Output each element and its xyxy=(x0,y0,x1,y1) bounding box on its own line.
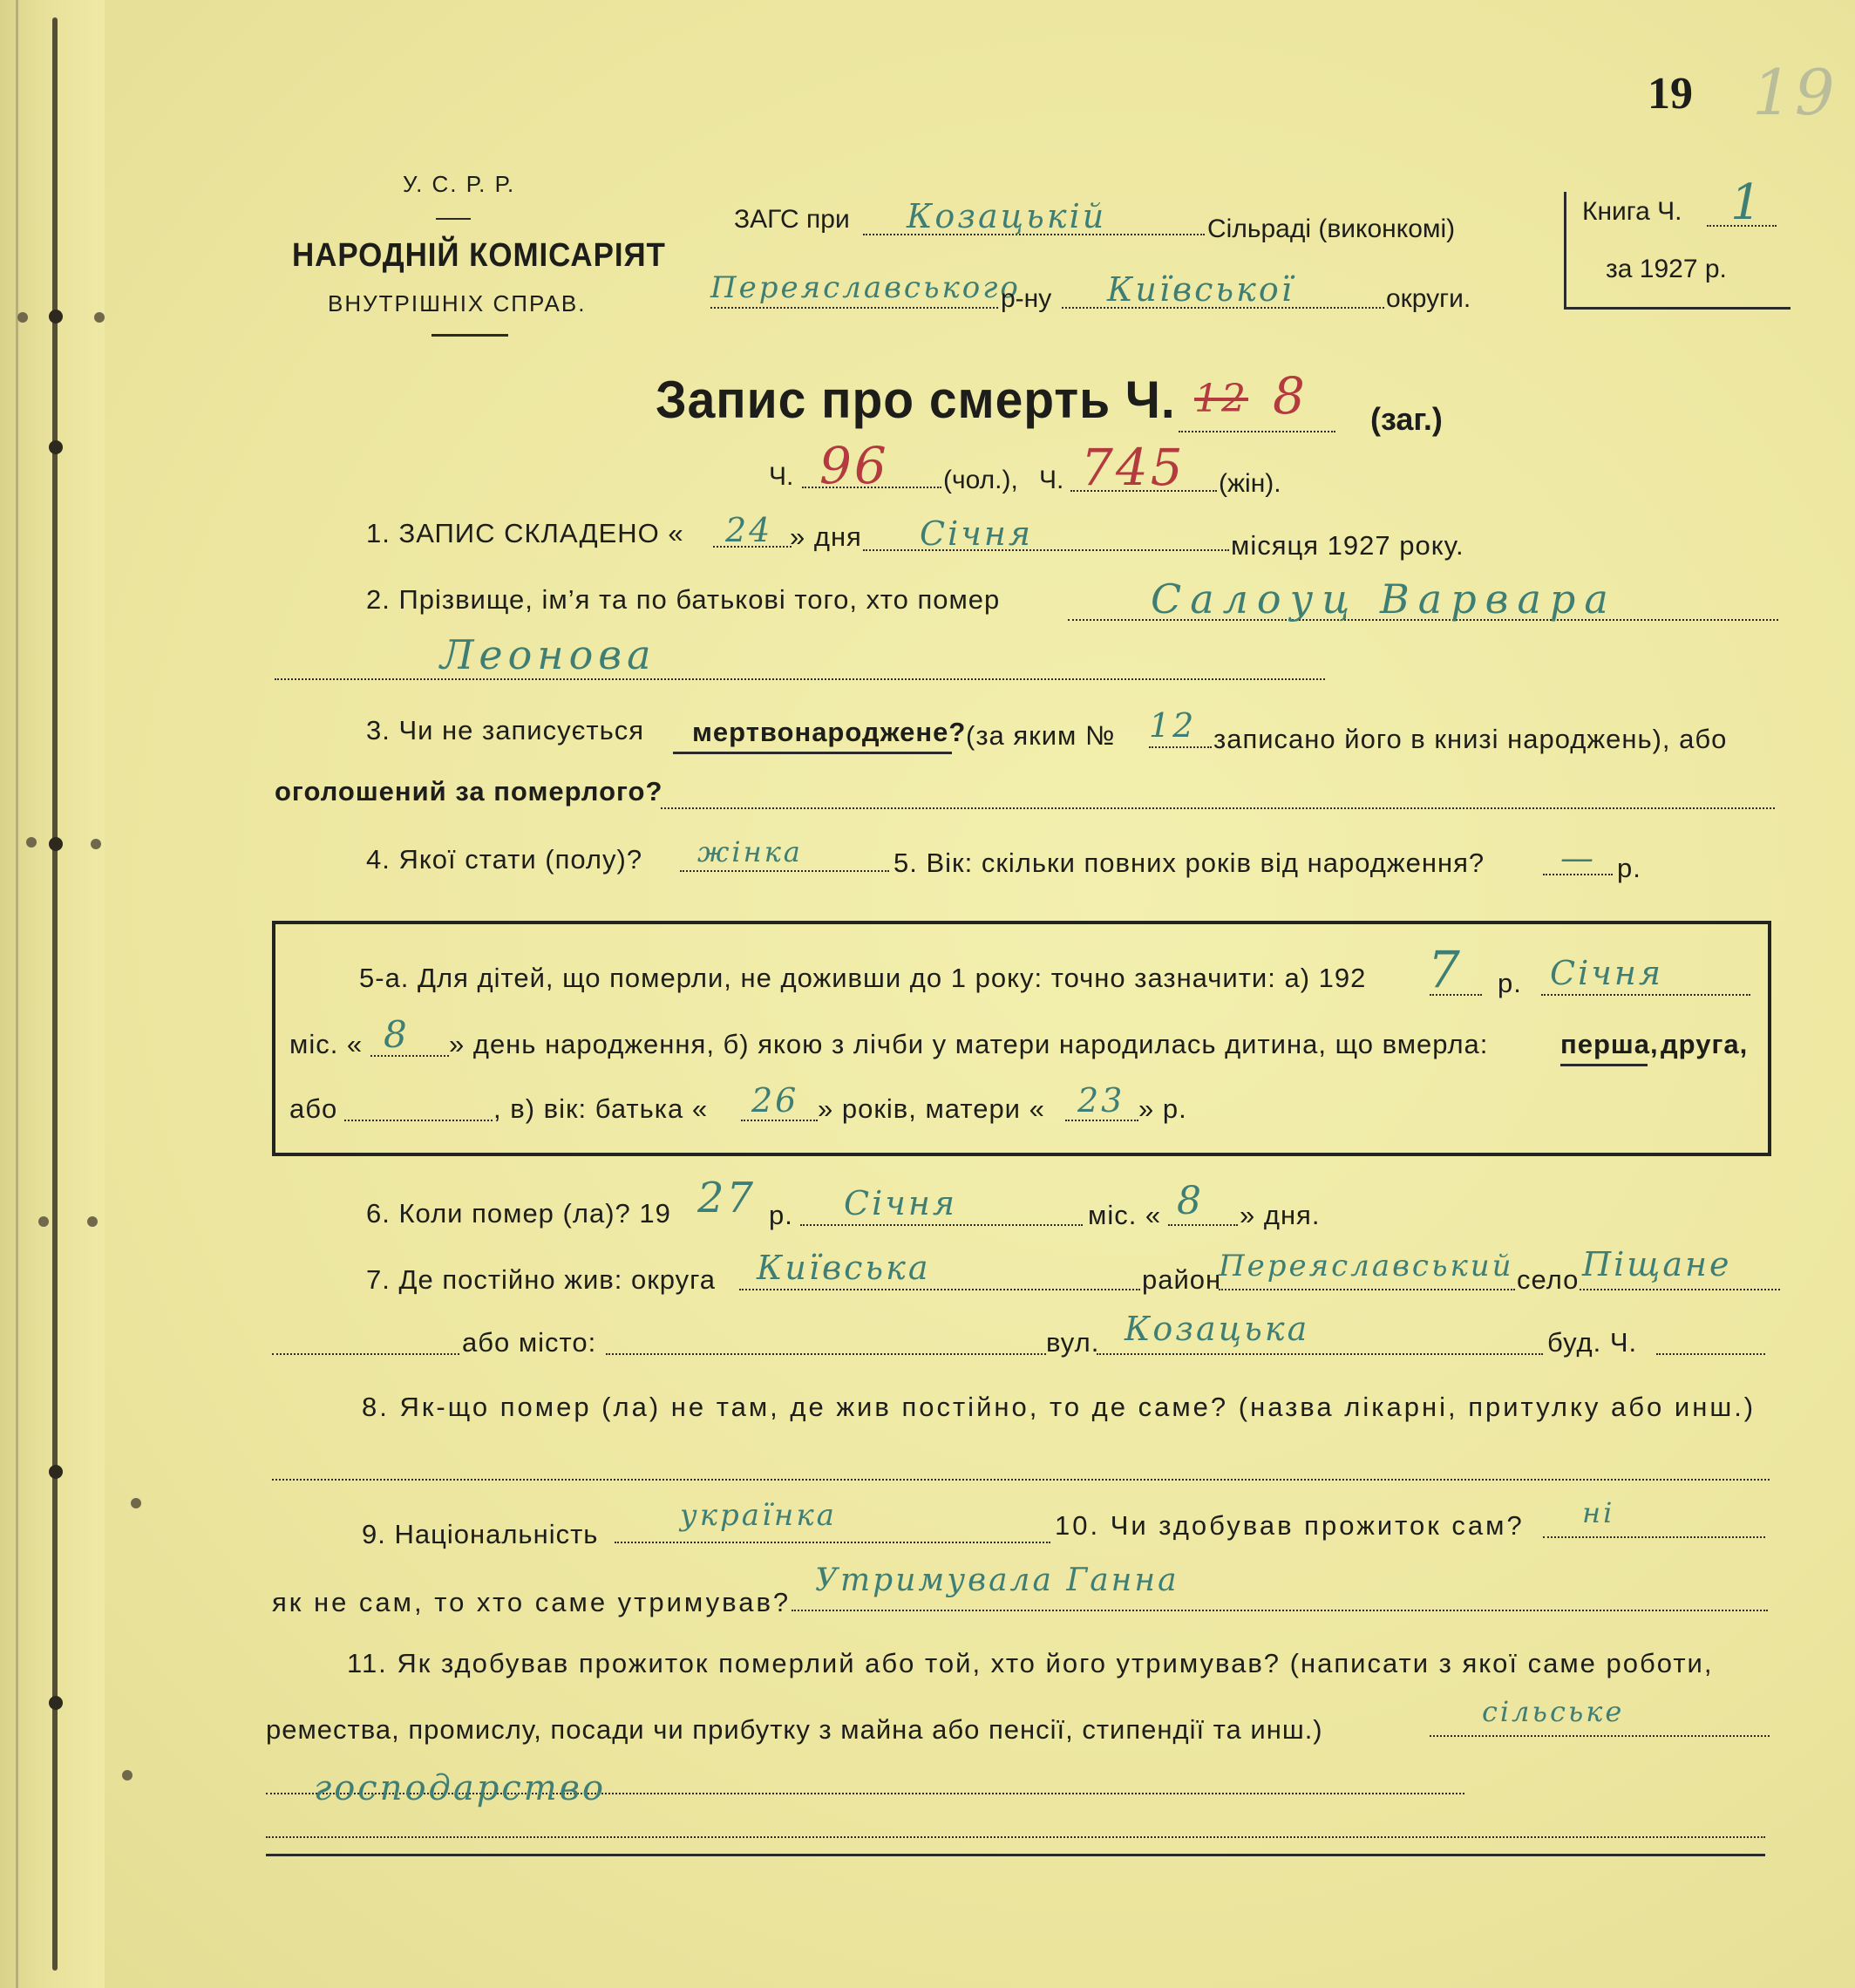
f10-value: ні xyxy=(1582,1496,1615,1529)
f5a-years-mother: » років, матери « xyxy=(818,1093,1045,1124)
record-number-line xyxy=(1179,431,1335,432)
f5-value: — xyxy=(1560,839,1596,877)
f4-label: 4. Якої стати (полу)? xyxy=(366,844,643,875)
f5a-second: друга, xyxy=(1661,1029,1749,1059)
f11-value-2: господарство xyxy=(314,1768,607,1808)
selrada-label: Сільраді (виконкомі) xyxy=(1207,214,1456,243)
f5a-month-line xyxy=(1541,994,1750,996)
punch-hole xyxy=(87,1216,98,1227)
f5a-day: 8 xyxy=(384,1013,410,1056)
divider xyxy=(431,334,508,337)
f7-raion-line xyxy=(1219,1289,1515,1290)
book-box-border xyxy=(1564,192,1566,307)
f7-label: 7. Де постійно жив: округа xyxy=(366,1264,717,1295)
record-title: Запис про смерть Ч. xyxy=(656,371,1176,429)
f3-line xyxy=(661,807,1775,809)
female-label: (жін). xyxy=(1219,469,1281,498)
f6-end: » дня. xyxy=(1240,1200,1321,1230)
f4-line xyxy=(680,870,889,872)
f5a-abo: або xyxy=(289,1093,338,1124)
department-label: ВНУТРІШНІХ СПРАВ. xyxy=(328,290,587,317)
f5a-end: » р. xyxy=(1138,1093,1187,1124)
f3-num-line xyxy=(1149,746,1212,748)
f5-end: р. xyxy=(1617,853,1641,883)
f6-month-line xyxy=(800,1224,1083,1226)
f7-okruga: Київська xyxy=(757,1249,931,1287)
f7-bud-line xyxy=(1656,1353,1765,1355)
republic-label: У. С. Р. Р. xyxy=(403,171,516,197)
f5a-first: перша, xyxy=(1560,1029,1659,1059)
f7-selo-line xyxy=(1580,1289,1780,1290)
record-number-struck: 12 xyxy=(1194,377,1248,421)
f6-label: 6. Коли помер (ла)? 19 xyxy=(366,1198,671,1229)
f5a-line-1: 5-а. Для дітей, що померли, не доживши до 1 року: точно зазначити: а) 192 xyxy=(359,963,1367,993)
f11-value-1: сільське xyxy=(1482,1695,1625,1728)
f3-num: 12 xyxy=(1149,706,1197,745)
commissariat-title: НАРОДНІЙ КОМІСАРІЯТ xyxy=(292,237,666,274)
f3-label-2: (за яким № xyxy=(966,720,1116,751)
general-label: (заг.) xyxy=(1370,401,1443,437)
zags-value: Козацькій xyxy=(907,197,1107,235)
okruga-value: Київської xyxy=(1107,270,1294,309)
f5-label: 5. Вік: скільки повних років від народження? xyxy=(894,848,1485,878)
book-value: 1 xyxy=(1730,174,1764,231)
punch-hole xyxy=(122,1770,132,1780)
section-end-rule xyxy=(266,1854,1765,1856)
father-age-line xyxy=(741,1120,818,1121)
stillborn-underline xyxy=(673,752,952,754)
stillborn-label: мертвонароджене? xyxy=(692,717,967,747)
binding-stitch xyxy=(49,440,63,454)
f7-raion: Переяславський xyxy=(1219,1249,1514,1283)
book-year: за 1927 р. xyxy=(1606,255,1727,283)
divider xyxy=(436,218,471,220)
mother-age: 23 xyxy=(1077,1081,1125,1120)
binding-stitch xyxy=(49,1465,63,1479)
page-number-handwritten: 19 xyxy=(1752,56,1838,129)
f11-line-2: ремества, промислу, посади чи прибутку з майна або пенсії, стипендії та инш.) xyxy=(266,1714,1323,1745)
raion-field-line xyxy=(710,307,998,309)
f11-line-a xyxy=(1430,1735,1770,1737)
f5a-age-label: , в) вік: батька « xyxy=(493,1093,709,1124)
f5a-day-line xyxy=(370,1055,449,1057)
zags-label: ЗАГС при xyxy=(734,205,850,234)
f9-line xyxy=(615,1542,1050,1543)
ch-label: Ч. xyxy=(769,462,794,491)
f7-raion-label: район xyxy=(1142,1264,1222,1295)
f7-misto-line xyxy=(606,1353,1046,1355)
punch-hole xyxy=(26,837,37,848)
f8-label: 8. Як-що помер (ла) не там, де жив постійно, то де саме? (назва лікарні, притулку або инш.) xyxy=(362,1392,1756,1422)
male-number: 96 xyxy=(819,436,889,495)
binding-stitch xyxy=(49,837,63,851)
f5a-r: р. xyxy=(1498,968,1522,998)
f11-line-1: 11. Як здобував прожиток померлий або той, хто його утримував? (написати з якої саме роботи, xyxy=(347,1648,1714,1678)
punch-hole xyxy=(94,312,105,323)
f2-name-2: Леонова xyxy=(440,631,656,678)
f1-label: 1. ЗАПИС СКЛАДЕНО « xyxy=(366,518,684,548)
punch-hole xyxy=(91,839,101,849)
record-number: 8 xyxy=(1273,366,1308,426)
declared-dead-label: оголошений за померлого? xyxy=(275,776,663,807)
page-number: 19 xyxy=(1648,69,1693,119)
f4-value: жінка xyxy=(697,835,803,868)
f2-label: 2. Прізвище, ім’я та по батькові того, хто помер xyxy=(366,584,1001,615)
page-edge xyxy=(16,0,18,1988)
f7-selo: Піщане xyxy=(1582,1245,1732,1283)
mother-age-line xyxy=(1065,1120,1138,1121)
f9b-value: Утримувала Ганна xyxy=(815,1562,1179,1598)
f1-end: місяця 1927 року. xyxy=(1231,530,1464,561)
f10-line xyxy=(1543,1536,1765,1538)
first-underline xyxy=(1560,1064,1648,1066)
f3-label-3: записано його в книзі народжень), або xyxy=(1213,724,1728,754)
f7-bud-label: буд. Ч. xyxy=(1547,1327,1638,1358)
raion-value: Переяславського xyxy=(710,270,1021,305)
ch-label-2: Ч. xyxy=(1039,466,1064,494)
f6-r: р. xyxy=(769,1200,793,1230)
f6-day-line xyxy=(1168,1224,1238,1226)
punch-hole xyxy=(17,312,28,323)
f6-mis: міс. « xyxy=(1088,1200,1162,1230)
f10-label: 10. Чи здобував прожиток сам? xyxy=(1055,1510,1525,1541)
f9b-line xyxy=(792,1610,1768,1611)
f8-line xyxy=(272,1479,1770,1481)
f6-month: Січня xyxy=(844,1184,958,1222)
f1-day: 24 xyxy=(725,511,773,549)
f7-okruga-line xyxy=(739,1289,1140,1290)
male-label: (чол.), xyxy=(943,466,1018,494)
f1-month: Січня xyxy=(920,514,1034,553)
punch-hole xyxy=(38,1216,49,1227)
f6-day: 8 xyxy=(1177,1179,1204,1223)
f1-month-line xyxy=(863,549,1229,551)
book-box-border xyxy=(1564,307,1790,310)
father-age: 26 xyxy=(751,1081,799,1120)
punch-hole xyxy=(131,1498,141,1508)
okruga-label: округи. xyxy=(1386,284,1471,313)
f3-label-1: 3. Чи не записується xyxy=(366,715,645,746)
f5a-month: Січня xyxy=(1550,954,1664,992)
f11-line-c xyxy=(266,1836,1765,1838)
binding-stitch xyxy=(49,1696,63,1710)
book-label: Книга Ч. xyxy=(1582,197,1682,226)
binding-stitch xyxy=(49,310,63,323)
f7-misto-label: або місто: xyxy=(462,1327,597,1358)
f9-value: українка xyxy=(680,1498,837,1533)
f7-vul-line xyxy=(1097,1353,1543,1355)
f2-name-1: Салоуц Варвара xyxy=(1151,575,1617,623)
f7-vul-label: вул. xyxy=(1046,1327,1100,1358)
f7-misto-prefix-line xyxy=(272,1353,459,1355)
f6-year: 27 xyxy=(697,1174,757,1222)
raion-label: р-ну xyxy=(1001,284,1052,313)
f7-selo-label: село xyxy=(1517,1264,1580,1295)
f2-line-2 xyxy=(275,678,1325,680)
f9-label: 9. Національність xyxy=(362,1519,599,1549)
f5a-line-2: » день народження, б) якою з лічби у матери народилась дитина, що вмерла: xyxy=(449,1029,1489,1059)
f1-mid: » дня xyxy=(790,521,862,552)
f9b-label: як не сам, то хто саме утримував? xyxy=(272,1587,792,1617)
f5a-mis: міс. « xyxy=(289,1029,364,1059)
f7-vul: Козацька xyxy=(1125,1310,1310,1348)
female-number: 745 xyxy=(1081,438,1186,497)
f5a-abo-line xyxy=(344,1120,493,1121)
f5a-year-digit: 7 xyxy=(1428,940,1463,999)
